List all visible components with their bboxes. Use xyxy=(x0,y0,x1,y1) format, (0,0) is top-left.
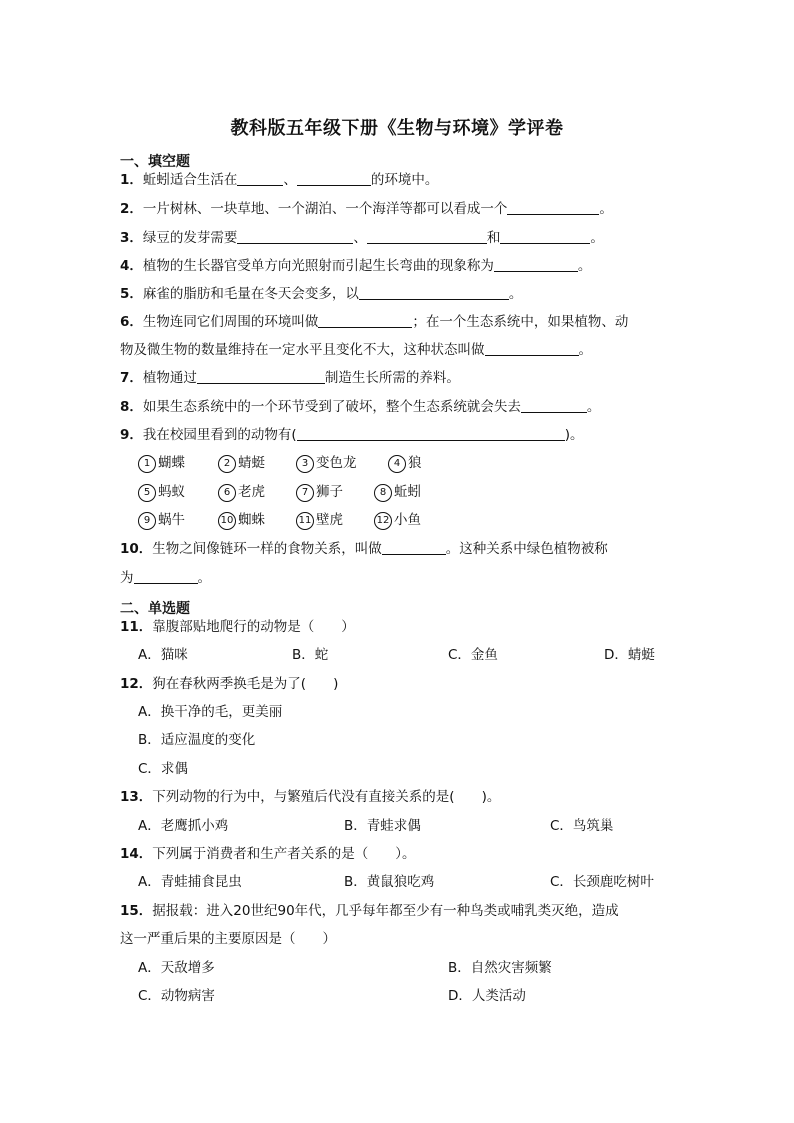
option-a[interactable]: A．天敌增多 xyxy=(138,960,215,976)
animal-option: 5 蚂蚁 xyxy=(138,482,185,502)
blank[interactable] xyxy=(237,229,353,244)
question-10: 10．生物之间像链环一样的食物关系，叫做 。这种关系中绿色植物被称 xyxy=(120,541,608,557)
option-d[interactable]: D．人类活动 xyxy=(448,988,526,1004)
question-7: 7．植物通过 制造生长所需的养料。 xyxy=(120,370,460,386)
question-1: 1．蚯蚓适合生活在 、 的环境中。 xyxy=(120,172,439,188)
question-14: 14．下列属于消费者和生产者关系的是（ ）。 xyxy=(120,846,416,862)
blank[interactable] xyxy=(367,229,487,244)
blank[interactable] xyxy=(318,313,412,328)
blank[interactable] xyxy=(521,398,587,413)
animal-option: 10 蜘蛛 xyxy=(218,510,265,530)
option-d[interactable]: D．蜻蜓 xyxy=(604,647,655,663)
option-c[interactable]: C．长颈鹿吃树叶 xyxy=(550,874,654,890)
section-choice-heading: 二、单选题 xyxy=(120,601,190,617)
question-9: 9．我在校园里看到的动物有( )。 xyxy=(120,427,584,443)
animal-option: 8 蚯蚓 xyxy=(374,482,421,502)
option-a[interactable]: A．青蛙捕食昆虫 xyxy=(138,874,242,890)
question-12: 12．狗在春秋两季换毛是为了( ) xyxy=(120,676,339,692)
blank[interactable] xyxy=(359,285,509,300)
option-a[interactable]: A．老鹰抓小鸡 xyxy=(138,818,229,834)
option-b[interactable]: B．自然灾害频繁 xyxy=(448,960,552,976)
question-5: 5．麻雀的脂肪和毛量在冬天会变多，以 。 xyxy=(120,286,523,302)
blank[interactable] xyxy=(500,229,590,244)
animal-option: 11 壁虎 xyxy=(296,510,343,530)
option-b[interactable]: B．适应温度的变化 xyxy=(138,732,256,748)
blank[interactable] xyxy=(297,426,565,441)
animal-option: 1 蝴蝶 xyxy=(138,453,185,473)
option-a[interactable]: A．换干净的毛，更美丽 xyxy=(138,704,283,720)
option-c[interactable]: C．求偶 xyxy=(138,761,188,777)
animal-option: 4 狼 xyxy=(388,453,422,473)
option-c[interactable]: C．动物病害 xyxy=(138,988,215,1004)
blank[interactable] xyxy=(237,171,283,186)
blank[interactable] xyxy=(382,540,446,555)
question-10-cont: 为 。 xyxy=(120,570,211,586)
animal-option: 2 蜻蜓 xyxy=(218,453,265,473)
animal-option: 7 狮子 xyxy=(296,482,343,502)
option-a[interactable]: A．猫咪 xyxy=(138,647,188,663)
question-15-cont: 这一严重后果的主要原因是（ ） xyxy=(120,931,336,947)
animal-option: 9 蜗牛 xyxy=(138,510,185,530)
option-b[interactable]: B．黄鼠狼吃鸡 xyxy=(344,874,435,890)
question-13: 13．下列动物的行为中，与繁殖后代没有直接关系的是( )。 xyxy=(120,789,501,805)
animal-option: 6 老虎 xyxy=(218,482,265,502)
blank[interactable] xyxy=(485,341,579,356)
question-6-cont: 物及微生物的数量维持在一定水平且变化不大，这种状态叫做 。 xyxy=(120,342,592,358)
page-title: 教科版五年级下册《生物与环境》学评卷 xyxy=(230,118,564,139)
blank[interactable] xyxy=(297,171,371,186)
question-11: 11．靠腹部贴地爬行的动物是（ ） xyxy=(120,619,355,635)
section-fill-heading: 一、填空题 xyxy=(120,154,190,170)
question-6: 6．生物连同它们周围的环境叫做 ；在一个生态系统中，如果植物、动 xyxy=(120,314,629,330)
blank[interactable] xyxy=(134,569,198,584)
option-c[interactable]: C．鸟筑巢 xyxy=(550,818,614,834)
question-4: 4．植物的生长器官受单方向光照射而引起生长弯曲的现象称为 。 xyxy=(120,258,592,274)
blank[interactable] xyxy=(507,200,599,215)
question-2: 2．一片树林、一块草地、一个湖泊、一个海洋等都可以看成一个 。 xyxy=(120,201,613,217)
animal-option: 12 小鱼 xyxy=(374,510,421,530)
blank[interactable] xyxy=(494,257,578,272)
option-b[interactable]: B．蛇 xyxy=(292,647,329,663)
blank[interactable] xyxy=(197,369,325,384)
question-3: 3．绿豆的发芽需要 、 和 。 xyxy=(120,230,604,246)
question-15: 15．据报载：进入20世纪90年代，几乎每年都至少有一种鸟类或哺乳类灭绝，造成 xyxy=(120,903,619,919)
option-b[interactable]: B．青蛙求偶 xyxy=(344,818,421,834)
question-8: 8．如果生态系统中的一个环节受到了破坏，整个生态系统就会失去 。 xyxy=(120,399,601,415)
animal-option: 3 变色龙 xyxy=(296,453,357,473)
option-c[interactable]: C．金鱼 xyxy=(448,647,498,663)
